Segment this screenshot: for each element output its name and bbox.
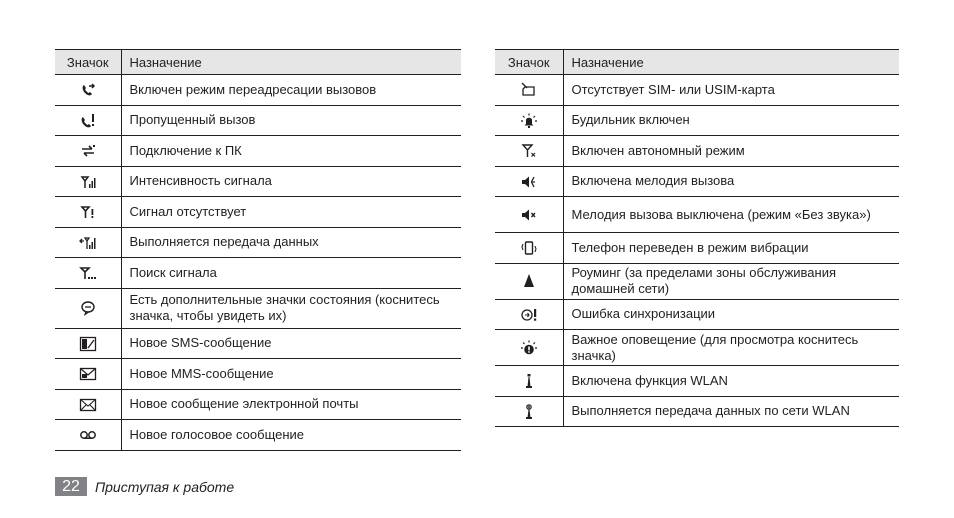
row-description: Отсутствует SIM- или USIM-карта (563, 75, 899, 106)
row-description: Роуминг (за пределами зоны обслуживания домашней сети) (563, 263, 899, 299)
row-description: Сигнал отсутствует (121, 197, 461, 228)
table-row (55, 389, 461, 420)
table-row (55, 258, 461, 289)
table-row (55, 359, 461, 390)
silent-mode-icon (520, 207, 538, 223)
sync-error-icon (520, 307, 538, 323)
row-description: Поиск сигнала (121, 258, 461, 289)
row-description: Включена функция WLAN (563, 366, 899, 397)
table-row (55, 75, 461, 106)
wlan-transfer-icon (520, 404, 538, 420)
table-row (55, 328, 461, 359)
table-row (55, 288, 461, 328)
table-row (495, 396, 899, 427)
table-row (495, 136, 899, 167)
row-description: Включен автономный режим (563, 136, 899, 167)
signal-strength-icon (79, 174, 97, 190)
table-row (55, 105, 461, 136)
signal-search-icon (79, 265, 97, 281)
row-description: Выполняется передача данных (121, 227, 461, 258)
column-header-purpose: Назначение (121, 50, 461, 75)
vibration-icon (520, 240, 538, 256)
row-description: Будильник включен (563, 105, 899, 136)
table-row (55, 197, 461, 228)
table-row (495, 299, 899, 330)
wlan-on-icon (520, 373, 538, 389)
table-row (495, 366, 899, 397)
new-sms-icon (79, 336, 97, 352)
table-row (55, 166, 461, 197)
row-description: Ошибка синхронизации (563, 299, 899, 330)
no-sim-icon (520, 82, 538, 98)
row-description: Важное оповещение (для просмотра коснитесь значка) (563, 330, 899, 366)
row-description: Телефон переведен в режим вибрации (563, 233, 899, 264)
ringtone-on-icon (520, 174, 538, 190)
missed-call-icon (79, 113, 97, 129)
section-title: Приступая к работе (95, 479, 235, 495)
table-row (495, 75, 899, 106)
table-row (55, 420, 461, 451)
row-description: Новое голосовое сообщение (121, 420, 461, 451)
table-row (495, 105, 899, 136)
pc-connection-icon (79, 143, 97, 159)
table-row (55, 227, 461, 258)
page-number: 22 (55, 477, 87, 496)
row-description: Включена мелодия вызова (563, 166, 899, 197)
row-description: Мелодия вызова выключена (режим «Без звука») (563, 197, 899, 233)
row-description: Новое SMS-сообщение (121, 328, 461, 359)
table-row (55, 136, 461, 167)
row-description: Подключение к ПК (121, 136, 461, 167)
table-row (495, 263, 899, 299)
table-row (495, 166, 899, 197)
column-header-icon: Значок (55, 50, 121, 75)
no-signal-icon (79, 204, 97, 220)
table-header-row (55, 50, 461, 75)
icon-table-left (55, 49, 461, 451)
data-transfer-icon (79, 235, 97, 251)
new-email-icon (79, 397, 97, 413)
row-description: Интенсивность сигнала (121, 166, 461, 197)
row-description: Выполняется передача данных по сети WLAN (563, 396, 899, 427)
row-description: Новое MMS-сообщение (121, 359, 461, 390)
column-header-icon: Значок (495, 50, 563, 75)
icon-table-right (495, 49, 899, 427)
voicemail-icon (79, 427, 97, 443)
more-status-icon (79, 300, 97, 316)
roaming-icon (520, 273, 538, 289)
flight-mode-icon (520, 143, 538, 159)
column-header-purpose: Назначение (563, 50, 899, 75)
row-description: Новое сообщение электронной почты (121, 389, 461, 420)
alarm-icon (520, 113, 538, 129)
important-alert-icon (520, 340, 538, 356)
table-row (495, 197, 899, 233)
table-header-row (495, 50, 899, 75)
row-description: Есть дополнительные значки состояния (коснитесь значка, чтобы увидеть их) (121, 288, 461, 328)
new-mms-icon (79, 366, 97, 382)
table-row (495, 330, 899, 366)
table-row (495, 233, 899, 264)
row-description: Включен режим переадресации вызовов (121, 75, 461, 106)
call-forward-icon (79, 82, 97, 98)
row-description: Пропущенный вызов (121, 105, 461, 136)
